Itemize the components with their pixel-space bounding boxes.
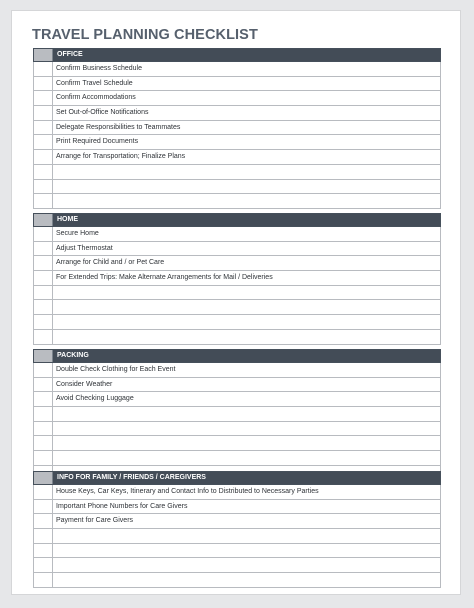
checkbox-cell[interactable] (34, 485, 53, 499)
checklist-row (34, 165, 440, 180)
checkbox-cell[interactable] (34, 544, 53, 558)
checklist-item-label: For Extended Trips: Make Alternate Arrangements for Mail / Deliveries (56, 274, 273, 282)
checklist-row (34, 227, 440, 242)
checklist-row (34, 485, 440, 500)
section-info-for-family (33, 471, 441, 588)
checklist-row (34, 363, 440, 378)
checklist-row (34, 256, 440, 271)
checklist-item-label: Adjust Thermostat (56, 244, 113, 252)
section-packing (33, 349, 441, 481)
checklist-item-label (53, 165, 440, 179)
checklist-row (34, 392, 440, 407)
checklist-row (34, 180, 440, 195)
checkbox-cell[interactable] (34, 300, 53, 314)
checklist-item-label (53, 573, 440, 587)
checklist-row (34, 106, 440, 121)
checkbox-cell[interactable] (34, 514, 53, 528)
checkbox-cell[interactable] (34, 91, 53, 105)
checklist-item-label (53, 451, 440, 465)
checklist-page (11, 10, 461, 595)
section-heading: OFFICE (53, 49, 440, 61)
section-rows (33, 227, 441, 345)
checklist-row (34, 436, 440, 451)
checklist-item-label (53, 180, 440, 194)
checkbox-cell[interactable] (34, 256, 53, 270)
checklist-item-label (53, 194, 440, 208)
checklist-row (34, 558, 440, 573)
checklist-row (34, 422, 440, 437)
checklist-row (34, 77, 440, 92)
page-title: TRAVEL PLANNING CHECKLIST (32, 27, 258, 43)
checkbox-cell[interactable] (34, 436, 53, 450)
checklist-row (34, 150, 440, 165)
header-check-column (34, 49, 53, 61)
checklist-row (34, 91, 440, 106)
checklist-item-label: Delegate Responsibilities to Teammates (56, 123, 181, 131)
checkbox-cell[interactable] (34, 150, 53, 164)
checklist-item-label: Confirm Accommodations (56, 94, 136, 102)
checklist-row (34, 135, 440, 150)
checklist-row (34, 271, 440, 286)
checklist-row (34, 573, 440, 588)
section-header (33, 48, 441, 62)
checkbox-cell[interactable] (34, 378, 53, 392)
header-check-column (34, 472, 53, 484)
checkbox-cell[interactable] (34, 451, 53, 465)
checkbox-cell[interactable] (34, 529, 53, 543)
checkbox-cell[interactable] (34, 558, 53, 572)
checkbox-cell[interactable] (34, 135, 53, 149)
checklist-item-label: Set Out-of-Office Notifications (56, 109, 149, 117)
section-heading: INFO FOR FAMILY / FRIENDS / CAREGIVERS (53, 472, 440, 484)
checkbox-cell[interactable] (34, 573, 53, 587)
checklist-item-label (53, 330, 440, 344)
checklist-row (34, 300, 440, 315)
checkbox-cell[interactable] (34, 121, 53, 135)
checklist-item-label: Confirm Travel Schedule (56, 79, 133, 87)
checklist-row (34, 500, 440, 515)
checklist-item-label (53, 436, 440, 450)
header-check-column (34, 350, 53, 362)
checklist-row (34, 62, 440, 77)
checklist-row (34, 121, 440, 136)
section-header (33, 349, 441, 363)
section-rows (33, 62, 441, 209)
checkbox-cell[interactable] (34, 407, 53, 421)
checkbox-cell[interactable] (34, 330, 53, 344)
checkbox-cell[interactable] (34, 165, 53, 179)
checkbox-cell[interactable] (34, 271, 53, 285)
checklist-row (34, 529, 440, 544)
section-heading: PACKING (53, 350, 440, 362)
section-header (33, 213, 441, 227)
section-office (33, 48, 441, 209)
section-rows (33, 485, 441, 588)
section-home (33, 213, 441, 345)
checklist-item-label: Payment for Care Givers (56, 517, 134, 525)
header-check-column (34, 214, 53, 226)
checklist-row (34, 378, 440, 393)
checkbox-cell[interactable] (34, 62, 53, 76)
checkbox-cell[interactable] (34, 392, 53, 406)
checklist-item-label (53, 315, 440, 329)
checklist-item-label: Important Phone Numbers for Care Givers (56, 502, 188, 510)
checklist-item-label: Arrange for Child and / or Pet Care (56, 259, 165, 267)
checklist-item-label (53, 286, 440, 300)
checklist-row (34, 286, 440, 301)
checklist-item-label (53, 529, 440, 543)
checkbox-cell[interactable] (34, 315, 53, 329)
checklist-item-label: Consider Weather (56, 380, 113, 388)
checklist-item-label (53, 407, 440, 421)
checkbox-cell[interactable] (34, 77, 53, 91)
checkbox-cell[interactable] (34, 500, 53, 514)
checkbox-cell[interactable] (34, 194, 53, 208)
checklist-row (34, 514, 440, 529)
checklist-row (34, 544, 440, 559)
section-header (33, 471, 441, 485)
checklist-item-label: Double Check Clothing for Each Event (56, 366, 176, 373)
checkbox-cell[interactable] (34, 363, 53, 377)
checklist-item-label: Print Required Documents (56, 138, 139, 146)
checklist-item-label (53, 544, 440, 558)
checkbox-cell[interactable] (34, 422, 53, 436)
checklist-item-label: Avoid Checking Luggage (56, 395, 134, 403)
checklist-row (34, 407, 440, 422)
checklist-row (34, 330, 440, 345)
checkbox-cell[interactable] (34, 242, 53, 256)
checklist-item-label (53, 300, 440, 314)
checkbox-cell[interactable] (34, 106, 53, 120)
checklist-item-label: Arrange for Transportation; Finalize Plans (56, 153, 186, 161)
section-heading: HOME (53, 214, 440, 226)
checklist-row (34, 315, 440, 330)
checkbox-cell[interactable] (34, 180, 53, 194)
checklist-row (34, 242, 440, 257)
checkbox-cell[interactable] (34, 286, 53, 300)
checkbox-cell[interactable] (34, 227, 53, 241)
section-rows (33, 363, 441, 481)
checklist-item-label (53, 422, 440, 436)
checklist-row (34, 194, 440, 209)
checklist-item-label (53, 558, 440, 572)
checklist-item-label: Secure Home (56, 230, 99, 237)
checklist-item-label: House Keys, Car Keys, Itinerary and Contact Info to Distributed to Necessary Parties (56, 488, 319, 495)
checklist-item-label: Confirm Business Schedule (56, 65, 142, 72)
checklist-row (34, 451, 440, 466)
